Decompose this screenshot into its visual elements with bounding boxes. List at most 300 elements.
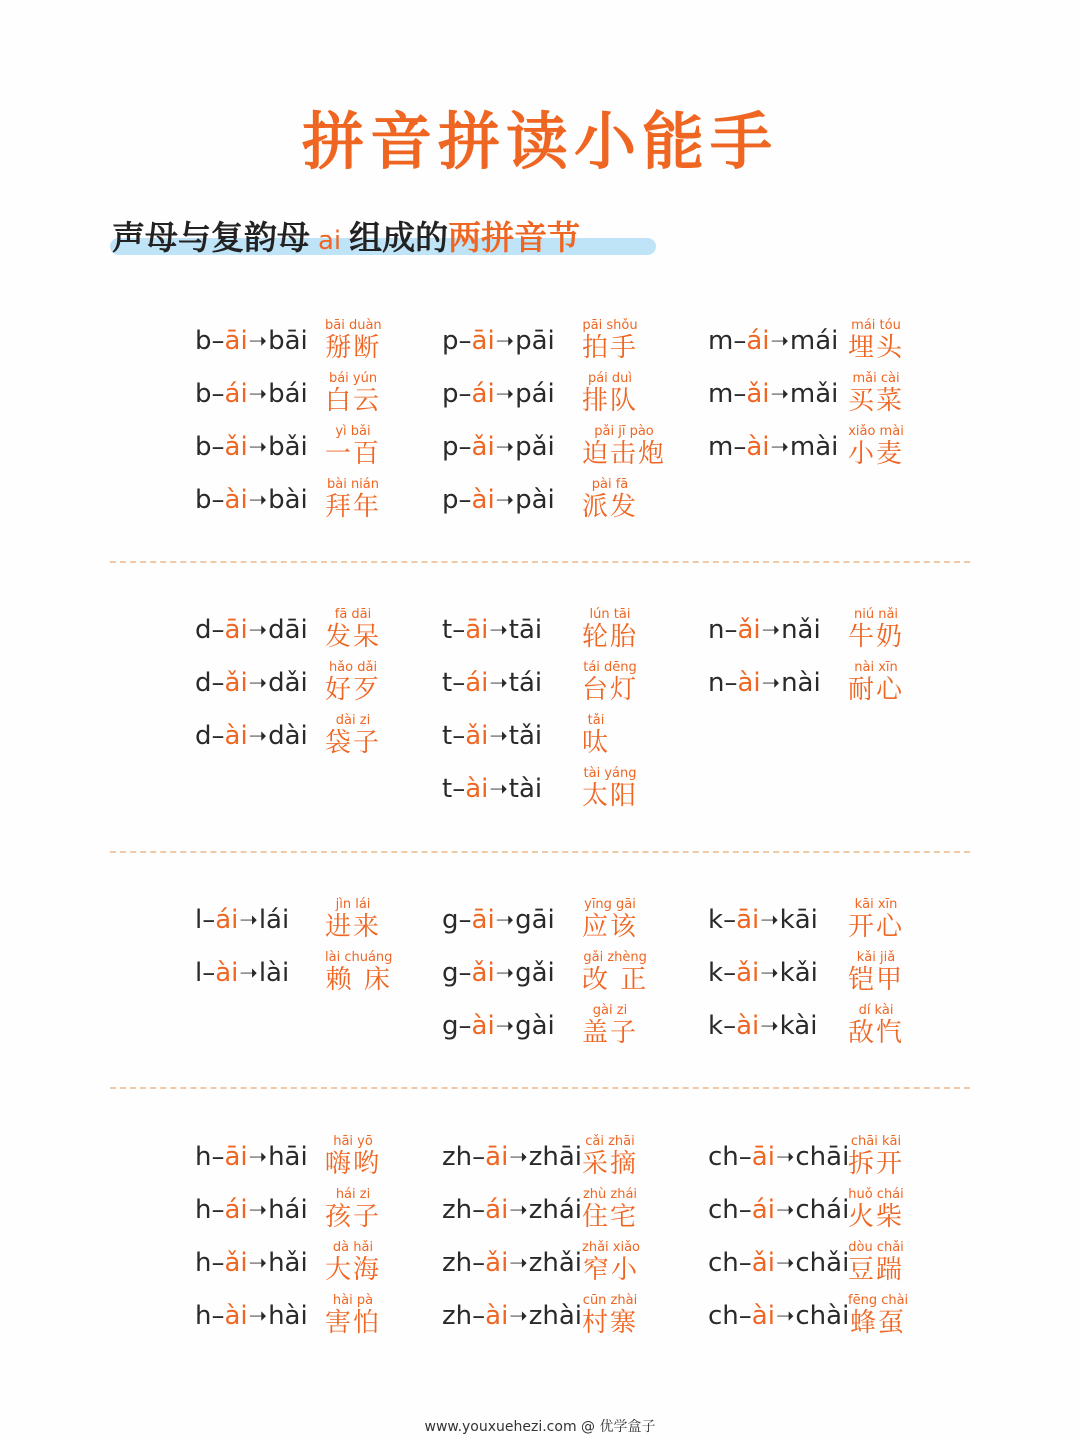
word-pinyin: yīng gāi <box>584 897 636 912</box>
word-hanzi: 盖子 <box>582 1018 639 1048</box>
syllable: dāi <box>268 615 308 645</box>
word-hanzi: 应该 <box>582 912 639 942</box>
word-hanzi: 铠甲 <box>848 965 905 995</box>
word-hanzi: 白云 <box>325 386 382 416</box>
example-word <box>848 1293 908 1338</box>
word-pinyin: bāi duàn <box>325 318 382 333</box>
syllable: tǎi <box>508 721 543 751</box>
spelling-formula <box>708 1248 849 1278</box>
spelling-formula <box>442 615 542 645</box>
final: āi <box>224 1142 248 1172</box>
final: ài <box>471 485 495 515</box>
final: ài <box>471 1011 495 1041</box>
arrow-icon: ➝ <box>248 488 268 513</box>
dash: – <box>458 958 472 988</box>
final: ài <box>224 721 248 751</box>
dash: – <box>723 958 737 988</box>
final: āi <box>224 326 248 356</box>
example-word <box>325 660 381 705</box>
example-word <box>325 318 382 363</box>
word-hanzi: 开心 <box>848 912 905 942</box>
spelling-formula <box>442 1248 582 1278</box>
section-divider <box>110 561 970 563</box>
example-word <box>848 424 904 469</box>
final: ǎi <box>751 1248 775 1278</box>
final: ái <box>471 379 495 409</box>
word-hanzi: 发呆 <box>325 622 382 652</box>
initial: t <box>442 774 453 804</box>
word-hanzi: 埋头 <box>848 333 905 363</box>
syllable: tái <box>508 668 543 698</box>
final: āi <box>471 905 495 935</box>
spelling-formula <box>442 721 542 751</box>
spelling-formula <box>195 615 308 645</box>
arrow-icon: ➝ <box>509 1304 528 1329</box>
example-word <box>582 713 610 758</box>
dash: – <box>733 379 747 409</box>
example-word <box>848 371 904 416</box>
dash: – <box>458 432 472 462</box>
word-hanzi: 好歹 <box>325 675 382 705</box>
word-hanzi: 呔 <box>582 728 611 758</box>
arrow-icon: ➝ <box>248 329 268 354</box>
word-hanzi: 太阳 <box>582 781 639 811</box>
final: ài <box>751 1301 775 1331</box>
arrow-icon: ➝ <box>509 1145 528 1170</box>
spelling-formula <box>708 432 838 462</box>
dash: – <box>452 774 466 804</box>
arrow-icon: ➝ <box>248 671 268 696</box>
initial: h <box>195 1142 212 1172</box>
word-pinyin: tǎi <box>587 713 605 728</box>
example-word <box>325 607 381 652</box>
initial: ch <box>708 1301 739 1331</box>
spelling-formula <box>708 905 818 935</box>
dash: – <box>724 615 738 645</box>
word-pinyin: pāi shǒu <box>582 318 638 333</box>
spelling-formula <box>195 905 289 935</box>
initial: zh <box>442 1195 473 1225</box>
section-subtitle <box>112 212 580 260</box>
dash: – <box>738 1301 752 1331</box>
word-hanzi: 买菜 <box>848 386 905 416</box>
arrow-icon: ➝ <box>495 488 515 513</box>
syllable: chǎi <box>795 1248 850 1278</box>
dash: – <box>211 432 225 462</box>
example-word <box>582 1240 640 1285</box>
word-hanzi: 台灯 <box>582 675 639 705</box>
spelling-formula <box>195 379 308 409</box>
final: ài <box>736 1011 760 1041</box>
word-pinyin: dòu chǎi <box>848 1240 904 1255</box>
final: ǎi <box>737 615 761 645</box>
syllable: gài <box>515 1011 555 1041</box>
word-pinyin: lài chuáng <box>325 950 393 965</box>
initial: l <box>195 958 203 988</box>
final: ǎi <box>485 1248 509 1278</box>
syllable: pāi <box>515 326 555 356</box>
final: āi <box>471 326 495 356</box>
word-hanzi: 村寨 <box>582 1308 639 1338</box>
word-pinyin: dí kài <box>858 1003 894 1018</box>
final: ái <box>465 668 489 698</box>
spelling-formula <box>195 1142 308 1172</box>
final: ái <box>746 326 770 356</box>
syllable: chái <box>795 1195 850 1225</box>
final: āi <box>736 905 760 935</box>
dash: – <box>458 485 472 515</box>
initial: b <box>195 485 212 515</box>
footer-credit: www.youxuehezi.com @ 优学盒子 <box>424 1419 656 1435</box>
syllable: nài <box>781 668 821 698</box>
example-word <box>582 1293 638 1338</box>
word-hanzi: 小麦 <box>848 439 905 469</box>
syllable: lái <box>258 905 290 935</box>
final: ái <box>215 905 239 935</box>
example-word <box>848 1187 904 1232</box>
word-pinyin: lún tāi <box>589 607 631 622</box>
spelling-formula <box>442 1142 582 1172</box>
word-hanzi: 轮胎 <box>582 622 639 652</box>
spelling-formula <box>442 1195 582 1225</box>
initial: g <box>442 905 459 935</box>
word-pinyin: yì bǎi <box>335 424 371 439</box>
dash: – <box>738 1142 752 1172</box>
dash: – <box>472 1195 486 1225</box>
initial: n <box>708 668 725 698</box>
word-hanzi: 耐心 <box>848 675 905 705</box>
arrow-icon: ➝ <box>489 724 508 749</box>
spelling-formula <box>442 1011 555 1041</box>
section-divider <box>110 1087 970 1089</box>
word-hanzi: 拜年 <box>325 492 382 522</box>
arrow-icon: ➝ <box>761 671 781 696</box>
word-pinyin: fēng chài <box>848 1293 909 1308</box>
example-word <box>582 897 638 942</box>
word-pinyin: tái dēng <box>583 660 637 675</box>
example-word <box>325 477 381 522</box>
word-pinyin: mǎi cài <box>852 371 900 386</box>
dash: – <box>738 1195 752 1225</box>
spelling-formula <box>708 1142 849 1172</box>
spelling-formula <box>708 1301 849 1331</box>
final: ài <box>215 958 239 988</box>
word-pinyin: kāi xīn <box>854 897 898 912</box>
example-word <box>848 1003 904 1048</box>
arrow-icon: ➝ <box>761 618 781 643</box>
arrow-icon: ➝ <box>248 382 268 407</box>
example-word <box>582 607 638 652</box>
spelling-formula <box>708 615 821 645</box>
final: ái <box>751 1195 775 1225</box>
dash: – <box>452 615 466 645</box>
word-pinyin: chāi kāi <box>850 1134 902 1149</box>
example-word <box>325 1187 381 1232</box>
arrow-icon: ➝ <box>248 1304 268 1329</box>
dash: – <box>723 905 737 935</box>
spelling-formula <box>442 1301 582 1331</box>
initial: k <box>708 905 724 935</box>
initial: t <box>442 668 453 698</box>
initial: d <box>195 615 212 645</box>
example-word <box>848 660 904 705</box>
initial: m <box>708 326 734 356</box>
word-pinyin: huǒ chái <box>848 1187 904 1202</box>
spelling-formula <box>195 1195 308 1225</box>
initial: p <box>442 379 459 409</box>
word-pinyin: cūn zhài <box>582 1293 638 1308</box>
example-word <box>848 897 904 942</box>
initial: h <box>195 1195 212 1225</box>
arrow-icon: ➝ <box>489 777 508 802</box>
dash: – <box>452 721 466 751</box>
initial: t <box>442 615 453 645</box>
dash: – <box>458 905 472 935</box>
final: āi <box>224 615 248 645</box>
example-word <box>582 660 638 705</box>
word-pinyin: pài fā <box>591 477 629 492</box>
syllable: kǎi <box>779 958 818 988</box>
initial: d <box>195 721 212 751</box>
syllable: lài <box>258 958 290 988</box>
arrow-icon: ➝ <box>760 961 779 986</box>
syllable: dài <box>268 721 308 751</box>
initial: h <box>195 1248 212 1278</box>
arrow-icon: ➝ <box>760 1014 779 1039</box>
final: āi <box>751 1142 775 1172</box>
syllable: mái <box>789 326 839 356</box>
syllable: zhǎi <box>528 1248 583 1278</box>
word-hanzi: 采摘 <box>582 1149 639 1179</box>
arrow-icon: ➝ <box>489 671 508 696</box>
example-word <box>582 766 638 811</box>
word-pinyin: zhù zhái <box>582 1187 638 1202</box>
final: ài <box>746 432 770 462</box>
dash: – <box>452 668 466 698</box>
final: āi <box>465 615 489 645</box>
initial: m <box>708 379 734 409</box>
initial: h <box>195 1301 212 1331</box>
spelling-formula <box>708 1011 817 1041</box>
initial: n <box>708 615 725 645</box>
dash: – <box>458 326 472 356</box>
example-word <box>848 1134 904 1179</box>
page-title: 拼音拼读小能手 <box>301 105 778 178</box>
dash: – <box>211 326 225 356</box>
word-hanzi: 火柴 <box>848 1202 905 1232</box>
syllable: bǎi <box>268 432 308 462</box>
example-word <box>325 950 392 995</box>
initial: zh <box>442 1142 473 1172</box>
word-pinyin: bái yún <box>328 371 378 386</box>
arrow-icon: ➝ <box>248 1198 268 1223</box>
spelling-formula <box>195 432 308 462</box>
word-hanzi: 拍手 <box>582 333 639 363</box>
final: ǎi <box>471 958 495 988</box>
word-pinyin: hǎo dǎi <box>328 660 378 675</box>
arrow-icon: ➝ <box>489 618 508 643</box>
initial: m <box>708 432 734 462</box>
example-word <box>582 950 648 995</box>
spelling-formula <box>195 326 308 356</box>
dash: – <box>472 1248 486 1278</box>
spelling-formula <box>442 774 542 804</box>
arrow-icon: ➝ <box>509 1198 528 1223</box>
dash: – <box>202 905 216 935</box>
syllable: gǎi <box>515 958 555 988</box>
word-hanzi: 进来 <box>325 912 382 942</box>
word-hanzi: 派发 <box>582 492 639 522</box>
initial: p <box>442 485 459 515</box>
syllable: hǎi <box>268 1248 308 1278</box>
word-pinyin: hāi yō <box>333 1134 373 1149</box>
example-word <box>848 607 904 652</box>
arrow-icon: ➝ <box>495 1014 515 1039</box>
spelling-formula <box>442 379 555 409</box>
initial: k <box>708 958 724 988</box>
arrow-icon: ➝ <box>495 908 515 933</box>
word-hanzi: 害怕 <box>325 1308 382 1338</box>
example-word <box>325 424 381 469</box>
spelling-formula <box>442 958 555 988</box>
spelling-formula <box>195 668 308 698</box>
example-word <box>582 1003 638 1048</box>
example-word <box>582 1134 638 1179</box>
initial: b <box>195 326 212 356</box>
word-pinyin: zhǎi xiǎo <box>582 1240 640 1255</box>
word-hanzi: 一百 <box>325 439 382 469</box>
syllable: dǎi <box>268 668 308 698</box>
final: ǎi <box>465 721 489 751</box>
word-pinyin: hài pà <box>332 1293 374 1308</box>
final: ǎi <box>224 432 248 462</box>
arrow-icon: ➝ <box>248 435 268 460</box>
dash: – <box>211 1248 225 1278</box>
word-hanzi: 迫击炮 <box>582 439 667 469</box>
syllable: mài <box>789 432 839 462</box>
initial: g <box>442 958 459 988</box>
syllable: bài <box>268 485 308 515</box>
arrow-icon: ➝ <box>495 382 515 407</box>
arrow-icon: ➝ <box>775 1198 795 1223</box>
example-word <box>325 371 381 416</box>
spelling-formula <box>442 485 555 515</box>
word-pinyin: tài yáng <box>583 766 637 781</box>
final: ǎi <box>736 958 760 988</box>
initial: p <box>442 326 459 356</box>
word-pinyin: nài xīn <box>854 660 898 675</box>
word-hanzi: 蜂虿 <box>850 1308 907 1338</box>
example-word <box>848 1240 904 1285</box>
word-hanzi: 改 正 <box>582 965 649 995</box>
example-word <box>582 318 638 363</box>
final: ái <box>224 379 248 409</box>
word-hanzi: 大海 <box>325 1255 382 1285</box>
dash: – <box>738 1248 752 1278</box>
subtitle-middle: 组成的 <box>349 218 449 257</box>
example-word <box>582 1187 638 1232</box>
final: ài <box>737 668 761 698</box>
initial: b <box>195 432 212 462</box>
final: ái <box>224 1195 248 1225</box>
initial: ch <box>708 1195 739 1225</box>
word-pinyin: fā dāi <box>334 607 372 622</box>
spelling-formula <box>442 905 555 935</box>
arrow-icon: ➝ <box>509 1251 528 1276</box>
arrow-icon: ➝ <box>495 961 515 986</box>
spelling-formula <box>195 721 308 751</box>
final: ài <box>224 485 248 515</box>
syllable: chāi <box>795 1142 850 1172</box>
initial: zh <box>442 1248 473 1278</box>
word-pinyin: gài zi <box>592 1003 628 1018</box>
word-pinyin: pǎi jī pào <box>594 424 654 439</box>
word-pinyin: cǎi zhāi <box>585 1134 635 1149</box>
arrow-icon: ➝ <box>770 329 789 354</box>
word-hanzi: 住宅 <box>582 1202 639 1232</box>
syllable: tài <box>508 774 543 804</box>
subtitle-accent: 两拼音节 <box>448 218 581 257</box>
word-pinyin: gǎi zhèng <box>583 950 647 965</box>
subtitle-prefix: 声母与复韵母 <box>112 218 310 257</box>
syllable: hài <box>268 1301 308 1331</box>
arrow-icon: ➝ <box>248 724 268 749</box>
word-pinyin: hái zi <box>335 1187 371 1202</box>
arrow-icon: ➝ <box>770 382 789 407</box>
syllable: kài <box>779 1011 818 1041</box>
spelling-formula <box>708 1195 849 1225</box>
word-pinyin: niú nǎi <box>853 607 899 622</box>
arrow-icon: ➝ <box>770 435 789 460</box>
word-pinyin: pái duì <box>587 371 633 386</box>
dash: – <box>723 1011 737 1041</box>
example-word <box>848 950 904 995</box>
initial: d <box>195 668 212 698</box>
initial: b <box>195 379 212 409</box>
final: ài <box>485 1301 509 1331</box>
example-word <box>325 897 381 942</box>
dash: – <box>211 1301 225 1331</box>
initial: t <box>442 721 453 751</box>
word-hanzi: 赖 床 <box>325 965 392 995</box>
spelling-formula <box>195 485 308 515</box>
example-word <box>325 713 381 758</box>
dash: – <box>458 379 472 409</box>
final: ǎi <box>224 1248 248 1278</box>
spelling-formula <box>442 668 542 698</box>
dash: – <box>211 668 225 698</box>
spelling-formula <box>195 958 289 988</box>
spelling-formula <box>708 668 821 698</box>
example-word <box>582 424 666 469</box>
final: ái <box>485 1195 509 1225</box>
dash: – <box>211 485 225 515</box>
word-pinyin: dài zi <box>335 713 371 728</box>
example-word <box>582 371 638 416</box>
syllable: zhài <box>528 1301 583 1331</box>
dash: – <box>724 668 738 698</box>
syllable: pái <box>515 379 555 409</box>
example-word <box>325 1293 381 1338</box>
final: ǎi <box>471 432 495 462</box>
syllable: chài <box>795 1301 850 1331</box>
word-hanzi: 敌忾 <box>848 1018 905 1048</box>
spelling-formula <box>195 1301 308 1331</box>
syllable: zhái <box>528 1195 583 1225</box>
final: ài <box>465 774 489 804</box>
dash: – <box>211 1195 225 1225</box>
arrow-icon: ➝ <box>495 329 515 354</box>
